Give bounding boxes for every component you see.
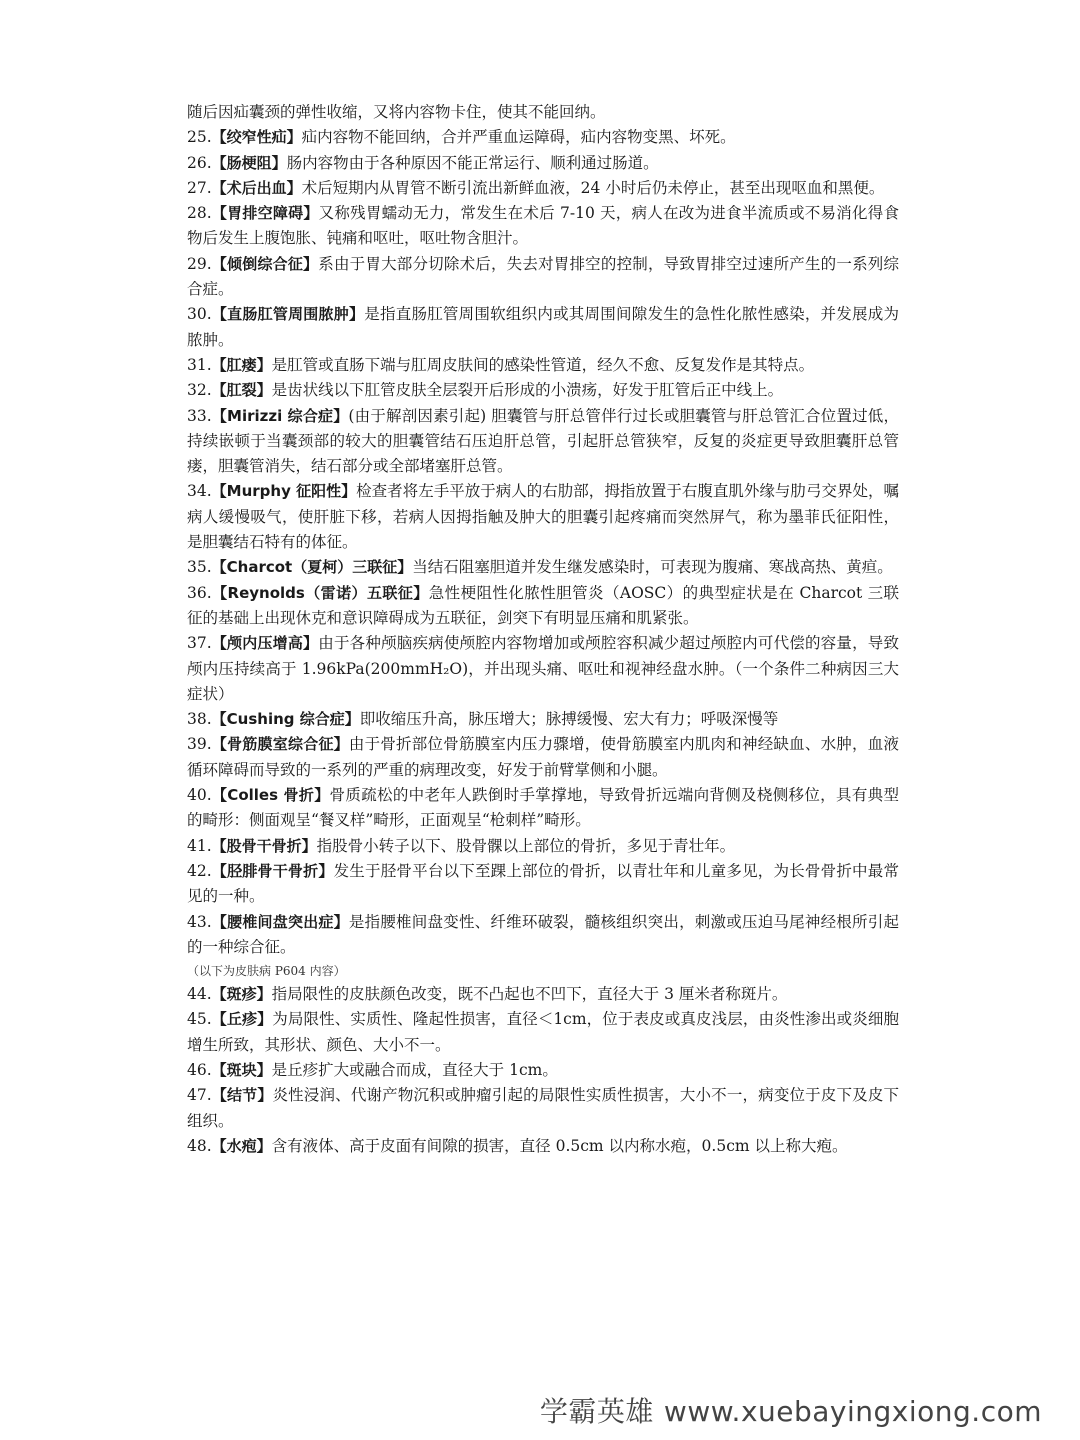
entry-definition: 即收缩压升高，脉压增大；脉搏缓慢、宏大有力；呼吸深慢等 <box>359 710 779 729</box>
footer-url: www.xuebayingxiong.com <box>663 1395 1042 1428</box>
entry-number: 28. <box>187 204 212 223</box>
definition-entry <box>187 1007 899 1058</box>
definition-entry <box>187 176 899 201</box>
entry-definition: 为局限性、实质性、隆起性损害，直径＜1cm，位于表皮或真皮浅层，由炎性渗出或炎细胞增生所致，其形状、颜色、大小不一。 <box>187 1010 899 1054</box>
entry-term: 【Reynolds（雷诺）五联征】 <box>211 583 429 602</box>
entry-number: 36. <box>187 583 212 602</box>
definition-entry <box>187 252 899 303</box>
entry-definition: 系由于胃大部分切除术后，失去对胃排空的控制，导致胃排空过速所产生的一系列综合症。 <box>187 254 899 299</box>
intro-line: 随后因疝囊颈的弹性收缩，又将内容物卡住，使其不能回纳。 <box>187 103 606 121</box>
entry-definition: 由于各种颅脑疾病使颅腔内容物增加或颅腔容积减少超过颅腔内可代偿的容量，导致颅内压持续高于 1.96kPa(200mmH₂O)，并出现头痛、呕吐和视神经盘水肿。（一个条件二种病因三大症状） <box>187 634 899 703</box>
entry-list <box>187 125 899 960</box>
definition-entry <box>187 353 899 378</box>
entry-number: 48. <box>187 1136 212 1155</box>
footer-watermark <box>540 1390 1042 1430</box>
entry-definition: 又称残胃蠕动无力，常发生在术后 7-10 天，病人在改为进食半流质或不易消化得食物后发生上腹饱胀、钝痛和呕吐，呕吐物含胆汁。 <box>187 204 899 248</box>
entry-number: 41. <box>187 836 212 855</box>
entry-term: 【绞窄性疝】 <box>211 128 302 147</box>
entry-term: 【直肠肛管周围脓肿】 <box>211 305 365 324</box>
entry-term: 【丘疹】 <box>211 1010 273 1029</box>
entry-list-dermatology <box>187 982 899 1159</box>
entry-term: 【Mirizzi 综合症】 <box>211 406 349 425</box>
definition-entry <box>187 1083 899 1134</box>
definition-entry <box>187 378 899 403</box>
entry-number: 46. <box>187 1060 212 1079</box>
entry-number: 32. <box>187 381 212 400</box>
entry-definition: 骨质疏松的中老年人跌倒时手掌撑地，导致骨折远端向背侧及桡侧移位，具有典型的畸形：侧面观呈“餐叉样”畸形，正面观呈“枪刺样”畸形。 <box>187 786 899 830</box>
definition-entry <box>187 910 899 961</box>
entry-definition: 肠内容物由于各种原因不能正常运行、顺利通过肠道。 <box>286 153 659 172</box>
entry-definition: 检查者将左手平放于病人的右肋部，拇指放置于右腹直肌外缘与肋弓交界处，嘱病人缓慢吸气，使肝脏下移，若病人因拇指触及肿大的胆囊引起疼痛而突然屏气，称为墨菲氏征阳性，是胆囊结石特有的体征。 <box>187 482 899 552</box>
entry-number: 42. <box>187 861 212 880</box>
definition-entry <box>187 201 899 252</box>
entry-number: 45. <box>187 1010 212 1029</box>
entry-term: 【骨筋膜室综合征】 <box>211 735 349 754</box>
definition-entry <box>187 707 899 732</box>
entry-definition: 指股骨小转子以下、股骨髁以上部位的骨折，多见于青壮年。 <box>316 836 736 855</box>
definition-entry <box>187 631 899 707</box>
definition-entry <box>187 125 899 150</box>
footer-brand: 学霸英雄 <box>539 1395 654 1428</box>
entry-definition: 指局限性的皮肤颜色改变，既不凸起也不凹下，直径大于 3 厘米者称斑片。 <box>271 985 788 1004</box>
definition-entry <box>187 783 899 834</box>
entry-number: 30. <box>187 305 212 324</box>
entry-definition: 是指腰椎间盘变性、纤维环破裂，髓核组织突出，刺激或压迫马尾神经根所引起的一种综合征。 <box>187 912 899 956</box>
entry-definition: 急性梗阻性化脓性胆管炎（AOSC）的典型症状是在 Charcot 三联征的基础上出现休克和意识障碍成为五联征，剑突下有明显压痛和肌紧张。 <box>187 583 900 627</box>
entry-definition: 发生于胫骨平台以下至踝上部位的骨折，以青壮年和儿童多见，为长骨骨折中最常见的一种。 <box>187 861 899 906</box>
entry-term: 【术后出血】 <box>211 178 302 197</box>
entry-number: 47. <box>187 1086 212 1105</box>
entry-number: 27. <box>187 178 212 197</box>
entry-number: 39. <box>187 735 212 754</box>
definition-entry <box>187 479 899 555</box>
definition-entry <box>187 581 899 632</box>
entry-definition: 是指直肠肛管周围软组织内或其周围间隙发生的急性化脓性感染，并发展成为脓肿。 <box>187 305 899 349</box>
definition-entry <box>187 302 899 353</box>
entry-term: 【股骨干骨折】 <box>211 836 317 855</box>
entry-definition: 是丘疹扩大或融合而成，直径大于 1cm。 <box>271 1060 558 1079</box>
entry-definition: 当结石阻塞胆道并发生继发感染时，可表现为腹痛、寒战高热、黄疸。 <box>412 558 893 577</box>
entry-term: 【颅内压增高】 <box>211 634 319 653</box>
entry-number: 26. <box>187 153 212 172</box>
entry-number: 44. <box>187 985 212 1004</box>
entry-number: 31. <box>187 355 212 374</box>
section-note: （以下为皮肤病 P604 内容） <box>187 964 346 979</box>
entry-number: 25. <box>187 128 212 147</box>
entry-term: 【水疱】 <box>211 1136 272 1155</box>
document-body <box>187 100 899 1159</box>
definition-entry <box>187 732 899 783</box>
entry-number: 38. <box>187 710 212 729</box>
entry-number: 37. <box>187 634 212 653</box>
entry-term: 【Cushing 综合症】 <box>211 710 360 729</box>
definition-entry <box>187 1134 899 1159</box>
entry-number: 29. <box>187 254 212 273</box>
entry-definition: 是齿状线以下肛管皮肤全层裂开后形成的小溃疡，好发于肛管后正中线上。 <box>271 381 784 400</box>
entry-definition: 炎性浸润、代谢产物沉积或肿瘤引起的局限性实质性损害，大小不一，病变位于皮下及皮下组织。 <box>187 1086 899 1130</box>
entry-term: 【肛瘘】 <box>211 355 272 374</box>
definition-entry <box>187 555 899 580</box>
entry-number: 33. <box>187 406 212 425</box>
entry-term: 【肛裂】 <box>211 381 272 400</box>
definition-entry <box>187 151 899 176</box>
entry-term: 【Murphy 征阳性】 <box>211 482 357 501</box>
definition-entry <box>187 982 899 1007</box>
definition-entry <box>187 834 899 859</box>
entry-number: 40. <box>187 786 212 805</box>
entry-term: 【胃排空障碍】 <box>211 204 319 223</box>
entry-term: 【Colles 骨折】 <box>211 786 330 805</box>
entry-term: 【斑块】 <box>211 1060 272 1079</box>
entry-term: 【倾倒综合征】 <box>211 254 319 273</box>
definition-entry <box>187 859 899 910</box>
entry-term: 【Charcot（夏柯）三联征】 <box>211 558 413 577</box>
entry-number: 35. <box>187 558 212 577</box>
entry-definition: 疝内容物不能回纳，合并严重血运障碍，疝内容物变黑、坏死。 <box>301 128 736 147</box>
entry-term: 【肠梗阻】 <box>211 153 287 172</box>
entry-definition: 由于骨折部位骨筋膜室内压力骤增，使骨筋膜室内肌肉和神经缺血、水肿，血液循环障碍而导致的一系列的严重的病理改变，好发于前臂掌侧和小腿。 <box>187 735 899 779</box>
definition-entry <box>187 404 899 480</box>
entry-term: 【腰椎间盘突出症】 <box>211 912 349 931</box>
entry-definition: 术后短期内从胃管不断引流出新鲜血液，24 小时后仍未停止，甚至出现呕血和黑便。 <box>301 178 885 197</box>
entry-term: 【斑疹】 <box>211 985 272 1004</box>
entry-number: 34. <box>187 482 212 501</box>
entry-term: 【胫腓骨干骨折】 <box>211 861 334 880</box>
entry-term: 【结节】 <box>211 1086 273 1105</box>
entry-number: 43. <box>187 912 212 931</box>
entry-definition: 是肛管或直肠下端与肛周皮肤间的感染性管道，经久不愈、反复发作是其特点。 <box>271 355 815 374</box>
entry-definition: (由于解剖因素引起) 胆囊管与肝总管伴行过长或胆囊管与肝总管汇合位置过低，持续嵌顿于当囊颈部的较大的胆囊管结石压迫肝总管，引起肝总管狭窄，反复的炎症更导致胆囊肝总管瘘，胆囊管消失，结石部分或全部堵塞肝总管。 <box>187 406 899 476</box>
entry-definition: 含有液体、高于皮面有间隙的损害，直径 0.5cm 以内称水疱，0.5cm 以上称大疱。 <box>271 1136 848 1155</box>
definition-entry <box>187 1058 899 1083</box>
